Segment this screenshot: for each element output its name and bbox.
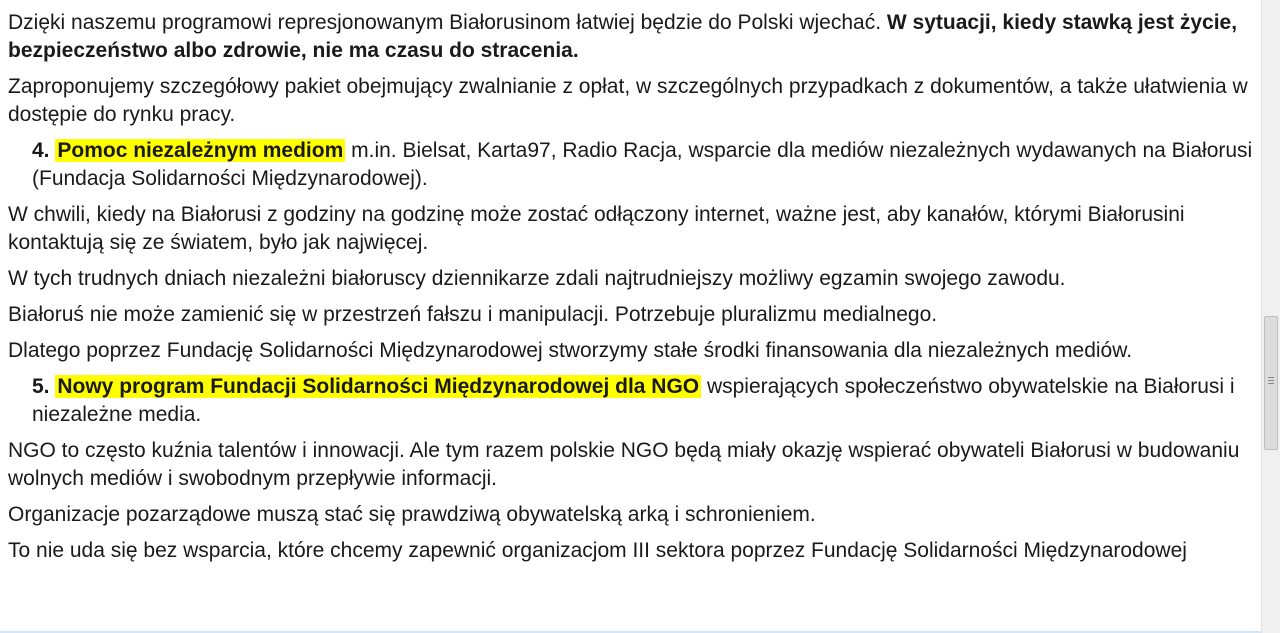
paragraph-text: Dzięki naszemu programowi represjonowanym Białorusinom łatwiej będzie do Polski wjechać. [8, 11, 887, 34]
highlighted-heading: Pomoc niezależnym mediom [57, 139, 344, 162]
grip-icon [1268, 377, 1274, 386]
list-item-text: m.in. Bielsat, Karta97, Radio Racja, wsparcie dla mediów niezależnych wydawanych na Białorusi (Fundacja Solidarności Międzynarodowej). [32, 139, 1253, 190]
paragraph-support: To nie uda się bez wsparcia, które chcemy zapewnić organizacjom III sektora poprzez Fundację Solidarności Międzynarodowej [8, 539, 1187, 562]
paragraph-pluralism: Białoruś nie może zamienić się w przestrzeń fałszu i manipulacji. Potrzebuje pluralizmu medialnego. [8, 303, 938, 326]
emphasis-text: W sytuacji, kiedy stawką jest życie, bezpieczeństwo albo zdrowie, nie ma czasu do stracenia. [8, 11, 1238, 62]
paragraph-visa-program [8, 9, 1254, 65]
numbered-list-5 [8, 373, 1254, 429]
list-item-text: wspierających społeczeństwo obywatelskie na Białorusi i niezależne media. [32, 375, 1235, 426]
paragraph-journalists: W tych trudnych dniach niezależni białoruscy dziennikarze zdali najtrudniejszy możliwy egzamin swojego zawodu. [8, 267, 1066, 290]
paragraph-ngo: NGO to często kuźnia talentów i innowacji. Ale tym razem polskie NGO będą miały okazję wspierać obywateli Białorusi w budowaniu wolnych mediów i swobodnym przepływie informacji. [8, 439, 1240, 490]
paragraph-package: Zaproponujemy szczegółowy pakiet obejmujący zwalnianie z opłat, w szczególnych przypadkach z dokumentów, a także ułatwienia w dostępie do rynku pracy. [8, 75, 1248, 126]
numbered-list-4 [8, 137, 1254, 193]
list-item [32, 137, 1254, 193]
list-number: 5. [32, 375, 50, 398]
scrollbar-thumb[interactable] [1264, 316, 1278, 450]
list-item [32, 373, 1254, 429]
paragraph-funding: Dlatego poprzez Fundację Solidarności Międzynarodowej stworzymy stałe środki finansowania dla niezależnych mediów. [8, 339, 1133, 362]
paragraph-organizations: Organizacje pozarządowe muszą stać się prawdziwą obywatelską arką i schronieniem. [8, 503, 816, 526]
paragraph-internet: W chwili, kiedy na Białorusi z godziny na godzinę może zostać odłączony internet, ważne jest, aby kanałów, którymi Białorusini kontaktują się ze światem, było jak najwięcej. [8, 203, 1185, 254]
vertical-scrollbar[interactable] [1261, 0, 1280, 633]
list-number: 4. [32, 139, 50, 162]
highlighted-heading: Nowy program Fundacji Solidarności Międzynarodowej dla NGO [57, 375, 700, 398]
article-body [8, 9, 1254, 573]
